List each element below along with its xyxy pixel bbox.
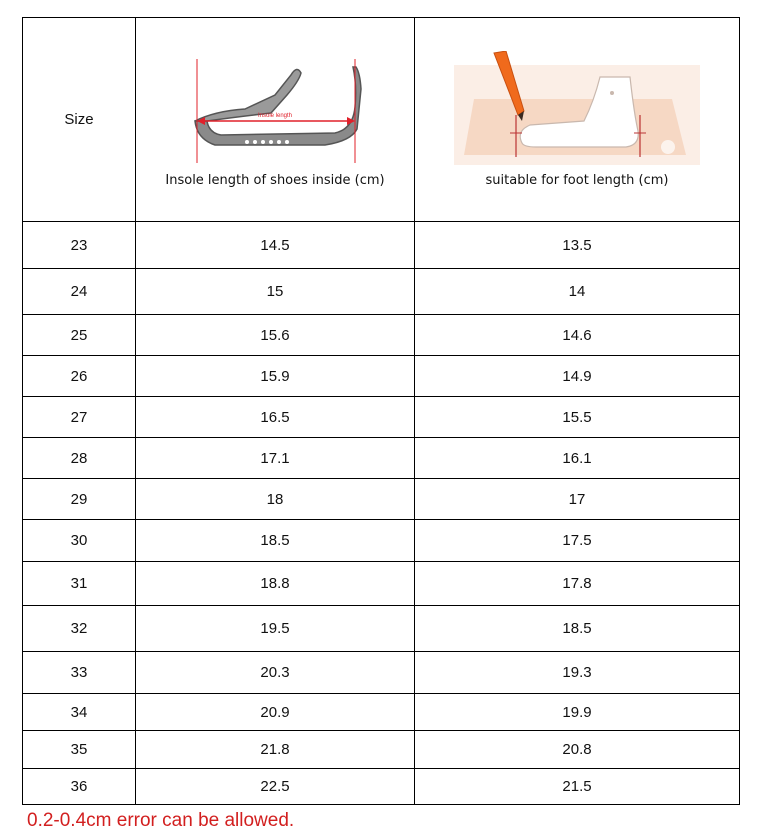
foot-length-cell: 18.5 [415,606,740,652]
foot-length-cell: 17.5 [415,520,740,562]
size-cell: 36 [23,769,136,805]
table-row [23,438,740,479]
header-row [23,18,740,222]
size-cell: 29 [23,479,136,520]
insole-length-cell: 18.5 [136,520,415,562]
foot-length-cell: 14.9 [415,356,740,397]
foot-length-cell: 14.6 [415,315,740,356]
foot-length-cell: 19.3 [415,652,740,694]
insole-length-cell: 20.3 [136,652,415,694]
table-row [23,356,740,397]
shoe-insole-measurement-icon [175,51,375,167]
table-row [23,562,740,606]
insole-length-cell: 15 [136,269,415,315]
size-cell: 25 [23,315,136,356]
size-cell: 23 [23,222,136,269]
table-row [23,731,740,769]
table-row [23,769,740,805]
foot-length-cell: 13.5 [415,222,740,269]
table-row [23,606,740,652]
size-cell: 32 [23,606,136,652]
size-cell: 33 [23,652,136,694]
insole-length-cell: 19.5 [136,606,415,652]
insole-length-cell: 15.6 [136,315,415,356]
table-row [23,652,740,694]
insole-length-cell: 15.9 [136,356,415,397]
size-cell: 34 [23,694,136,731]
foot-length-cell: 20.8 [415,731,740,769]
size-cell: 26 [23,356,136,397]
table-row [23,222,740,269]
foot-length-cell: 15.5 [415,397,740,438]
foot-length-cell: 21.5 [415,769,740,805]
foot-length-cell: 16.1 [415,438,740,479]
size-cell: 35 [23,731,136,769]
size-cell: 31 [23,562,136,606]
tolerance-note: 0.2-0.4cm error can be allowed. [27,810,295,831]
insole-length-cell: 18.8 [136,562,415,606]
header-size: Size [23,18,136,222]
insole-length-cell: 16.5 [136,397,415,438]
insole-length-cell: 14.5 [136,222,415,269]
foot-length-cell: 19.9 [415,694,740,731]
size-cell: 30 [23,520,136,562]
foot-length-cell: 14 [415,269,740,315]
size-cell: 24 [23,269,136,315]
foot-measurement-icon [454,51,700,167]
insole-length-cell: 21.8 [136,731,415,769]
header-insole [136,18,415,222]
insole-length-cell: 18 [136,479,415,520]
foot-length-cell: 17 [415,479,740,520]
size-cell: 28 [23,438,136,479]
table-row [23,694,740,731]
insole-length-cell: 17.1 [136,438,415,479]
table-row [23,269,740,315]
table-row [23,479,740,520]
table-row [23,397,740,438]
table-row [23,520,740,562]
size-chart-table [22,17,740,805]
insole-diagram-label: Insole length [257,113,293,119]
size-cell: 27 [23,397,136,438]
insole-length-cell: 20.9 [136,694,415,731]
header-foot [415,18,740,222]
insole-caption: Insole length of shoes inside (cm) [165,173,385,188]
table-row [23,315,740,356]
foot-length-cell: 17.8 [415,562,740,606]
insole-length-cell: 22.5 [136,769,415,805]
foot-caption: suitable for foot length (cm) [485,173,669,188]
